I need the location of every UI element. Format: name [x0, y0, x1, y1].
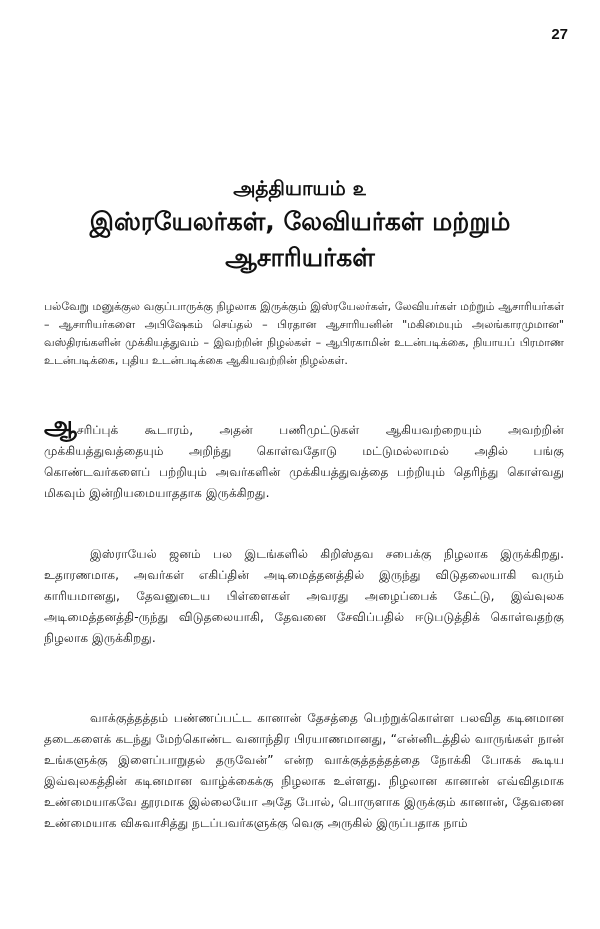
- chapter-title: இஸ்ரயேலர்கள், லேவியர்கள் மற்றும் ஆசாரியர்கள்: [89, 207, 511, 272]
- page-number: 27: [551, 26, 568, 43]
- drop-cap: ஆ: [44, 411, 77, 441]
- paragraph-2: இஸ்ராயேல் ஜனம் பல இடங்களில் கிறிஸ்தவ சபைக்கு நிழலாக இருக்கிறது. உதாரணமாக, அவர்கள் எகிப்தின் அடிமைத்தனத்தில் இருந்து விடுதலையாகி வரும் காரியமானது, தேவனுடைய பிள்ளைகள் அவரது அழைப்பைக் கேட்டு, இவ்வுலக அடிமைத்தனத்தி-ருந்து விடுதலையாகி, தேவனை சேவிப்பதில் ஈடுபடுத்திக் கொள்வதற்கு நிழலாக இருக்கிறது.: [44, 547, 564, 645]
- paragraph-1-text: சரிப்புக் கூடாரம், அதன் பணிமுட்டுகள் ஆகியவற்றையும் அவற்றின் முக்கியத்துவத்தையும் அறிந்து கொள்வதோடு மட்டுமல்லாமல் அதில் பங்கு கொண்டவர்களைப் பற்றியும் அவர்களின் முக்கியத்துவத்தை பற்றியும் தெரிந்து கொள்வது மிகவும் இன்றியமையாததாக இருக்கிறது.: [44, 423, 564, 500]
- chapter-label: அத்தியாயம் ௨: [233, 176, 367, 200]
- paragraph-1: [44, 411, 564, 504]
- chapter-summary: பல்வேறு மனுக்குல வகுப்பாருக்கு நிழலாக இருக்கும் இஸ்ரயேலர்கள், லேவியர்கள் மற்றும் ஆசாரியர்கள் – ஆசாரியர்களை அபிஷேகம் செய்தல் – பிரதான ஆசாரியனின் "மகிமையும் அலங்காரமுமான" வஸ்திரங்களின் முக்கியத்துவம் – இவற்றின் நிழல்கள் – ஆபிரகாமின் உடன்படிக்கை, நியாயப் பிரமாண உடன்படிக்கை, புதிய உடன்படிக்கை ஆகியவற்றின் நிழல்கள்.: [44, 300, 564, 367]
- paragraph-3: வாக்குத்தத்தம் பண்ணப்பட்ட கானான் தேசத்தை பெற்றுக்கொள்ள பலவித கடினமான தடைகளைக் கடந்து மேற்கொண்ட வனாந்திர பிரயாணமானது, “என்னிடத்தில் வாருங்கள் நான் உங்களுக்கு இளைப்பாறுதல் தருவேன்” என்ற வாக்குத்தத்தத்தை நோக்கி போகக் கூடிய இவ்வுலகத்தின் கடினமான வாழ்க்கைக்கு நிழலாக உள்ளது. நிழலான கானான் எவ்விதமாக உண்மையாகவே தூரமாக இல்லையோ அதே போல், பொருளாக இருக்கும் கானான், தேவனை உண்மையாக விசுவாசித்து நடப்பவர்களுக்கு வெகு அருகில் இருப்பதாக நாம்: [44, 711, 564, 830]
